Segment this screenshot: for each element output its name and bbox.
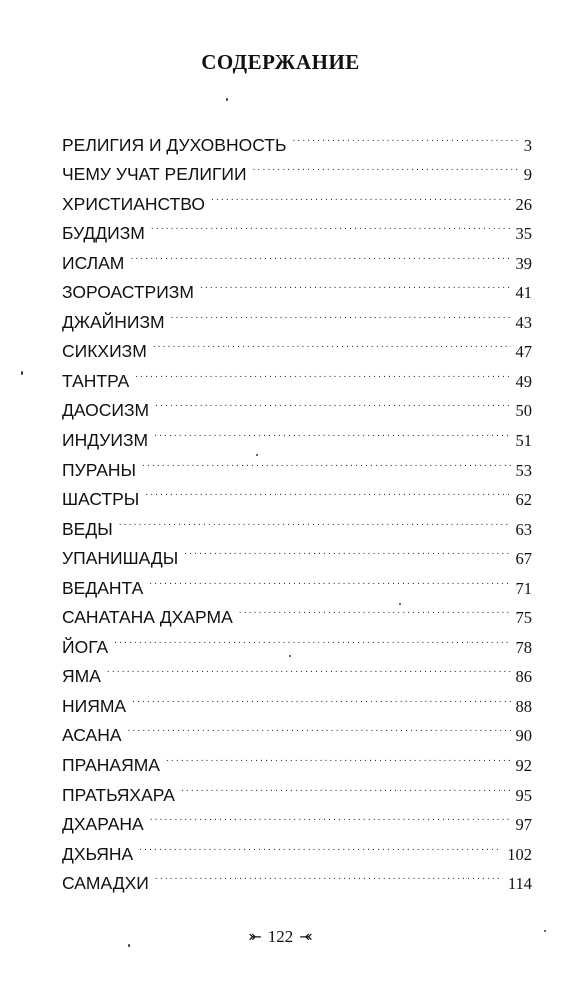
toc-entry-page: 78 (515, 637, 532, 657)
scan-speck (21, 371, 23, 375)
toc-dot-leader (153, 328, 511, 358)
toc-entry-label: САМАДХИ (62, 873, 149, 894)
toc-dot-leader (139, 830, 502, 860)
toc-entry-page: 90 (515, 726, 532, 746)
toc-dot-leader (151, 210, 511, 240)
toc-dot-leader (155, 387, 510, 417)
toc-dot-leader (184, 535, 510, 565)
toc-entry-label: СИКХИЗМ (62, 341, 147, 362)
toc-dot-leader (149, 564, 510, 594)
toc-entry-label: РЕЛИГИЯ И ДУХОВНОСТЬ (62, 134, 287, 155)
toc-entry-page: 47 (515, 342, 532, 362)
toc-entry (62, 741, 532, 776)
toc-entry (62, 712, 532, 746)
toc-entry-label: ИСЛАМ (62, 252, 125, 273)
toc-dot-leader (171, 298, 511, 328)
page-title: СОДЕРЖАНИЕ (201, 50, 360, 74)
toc-entry-label: ДХЬЯНА (62, 843, 134, 864)
toc-entry-label: ИНДУИЗМ (62, 430, 149, 451)
scan-speck (226, 98, 228, 101)
toc-entry (62, 623, 532, 657)
toc-dot-leader (253, 151, 519, 181)
toc-dot-leader (155, 860, 503, 890)
toc-entry (62, 535, 532, 569)
page-number: 122 (267, 927, 294, 946)
toc-dot-leader (150, 801, 511, 831)
ornament-right-icon: ⤛ (299, 929, 313, 947)
toc-entry-page: 43 (515, 312, 532, 332)
toc-entry-page: 95 (515, 785, 532, 805)
toc-entry-label: ПРАТЬЯХАРА (62, 784, 175, 805)
toc-entry-page: 51 (515, 431, 532, 451)
toc-entry-page: 50 (515, 401, 532, 421)
toc-dot-leader (166, 741, 511, 771)
toc-dot-leader (114, 623, 510, 653)
toc-entry-page: 71 (515, 578, 532, 598)
toc-entry-page: 39 (515, 253, 532, 273)
toc-entry-label: УПАНИШАДЫ (62, 548, 179, 569)
toc-dot-leader (145, 476, 510, 506)
toc-entry-label: ПУРАНЫ (62, 459, 136, 480)
toc-dot-leader (181, 771, 511, 801)
toc-entry-page: 67 (515, 549, 532, 569)
toc-entry-page: 114 (507, 874, 532, 894)
toc-entry-label: НИЯМА (62, 695, 127, 716)
toc-entry-page: 53 (515, 460, 532, 480)
scan-speck (128, 944, 130, 947)
toc-entry-page: 63 (515, 519, 532, 539)
toc-entry (62, 653, 532, 687)
toc-entry-label: ЙОГА (62, 636, 109, 657)
toc-entry-page: 26 (515, 194, 532, 214)
toc-entry-page: 62 (515, 490, 532, 510)
toc-entry-label: ДХАРАНА (62, 814, 144, 835)
toc-entry-label: ВЕДЫ (62, 518, 113, 539)
toc-entry-page: 49 (515, 371, 532, 391)
toc-entry-page: 75 (515, 608, 532, 628)
toc-entry-label: ХРИСТИАНСТВО (62, 193, 206, 214)
toc-entry-page: 102 (507, 844, 532, 864)
toc-entry (62, 239, 532, 273)
ornament-left-icon: ⤜ (248, 929, 262, 947)
toc-entry-label: ТАНТРА (62, 370, 130, 391)
toc-entry-page: 9 (523, 165, 532, 185)
toc-entry-page: 41 (515, 283, 532, 303)
toc-entry-page: 88 (515, 696, 532, 716)
toc-entry-page: 92 (515, 756, 532, 776)
toc-entry-label: ШАСТРЫ (62, 489, 140, 510)
toc-dot-leader (154, 416, 510, 446)
toc-dot-leader (119, 505, 511, 535)
toc-dot-leader (132, 682, 510, 712)
toc-entry-page: 35 (515, 224, 532, 244)
toc-entry-page: 86 (515, 667, 532, 687)
toc-entry-label: ЯМА (62, 666, 101, 687)
toc-entry-label: ДЖАЙНИЗМ (62, 311, 165, 332)
toc-dot-leader (135, 357, 510, 387)
toc-entry-label: САНАТАНА ДХАРМА (62, 607, 233, 628)
scan-speck (289, 655, 291, 657)
toc-dot-leader (142, 446, 511, 476)
toc-dot-leader (239, 594, 511, 624)
toc-entry-label: БУДДИЗМ (62, 223, 145, 244)
toc-entry (62, 269, 532, 303)
toc-entry-label: ЗОРОАСТРИЗМ (62, 282, 194, 303)
toc-dot-leader (200, 269, 511, 299)
scan-speck (256, 454, 258, 456)
scan-speck (544, 930, 546, 932)
toc-entry (62, 682, 532, 716)
toc-entry-label: ДАОСИЗМ (62, 400, 150, 421)
toc-dot-leader (128, 712, 511, 742)
page-footer (0, 927, 561, 948)
toc-entry-label: АСАНА (62, 725, 122, 746)
toc-entry-label: ПРАНАЯМА (62, 755, 160, 776)
toc-entry-label: ВЕДАНТА (62, 577, 144, 598)
toc-entry-page: 3 (523, 135, 532, 155)
table-of-contents (62, 121, 532, 894)
toc-dot-leader (292, 121, 518, 151)
toc-entry-label: ЧЕМУ УЧАТ РЕЛИГИИ (62, 164, 247, 185)
toc-entry-page: 97 (515, 815, 532, 835)
toc-dot-leader (107, 653, 511, 683)
toc-entry (62, 121, 532, 155)
toc-entry (62, 505, 532, 539)
scan-speck (399, 603, 401, 605)
toc-dot-leader (130, 239, 510, 269)
toc-dot-leader (211, 180, 510, 210)
